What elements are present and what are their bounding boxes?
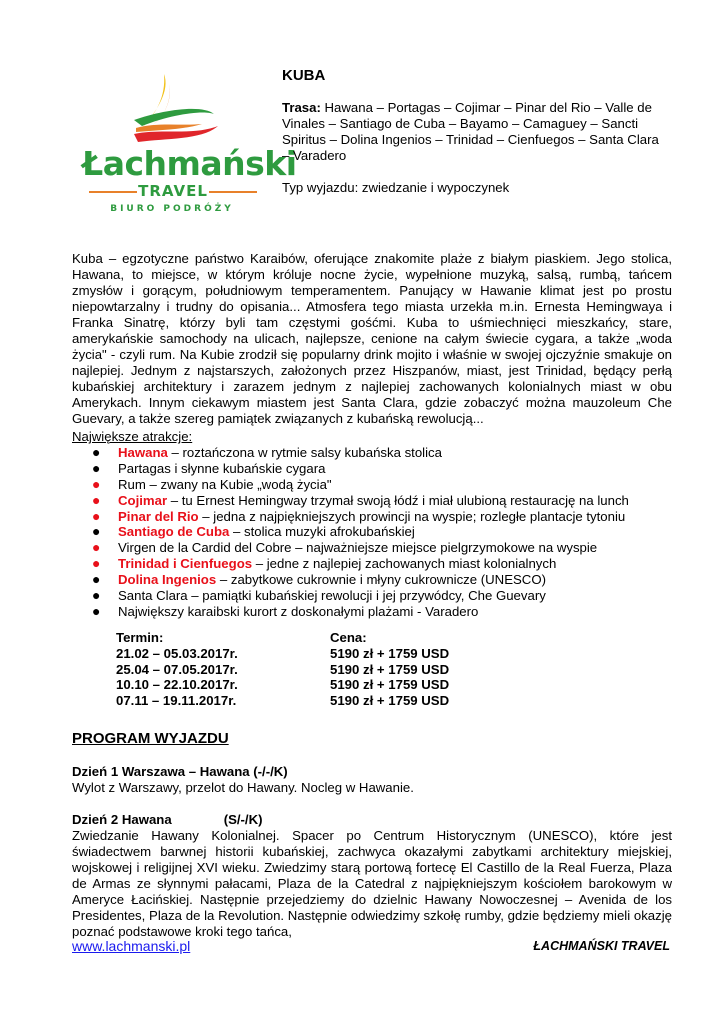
date-cell: 25.04 – 07.05.2017r. <box>116 661 238 677</box>
attraction-text: Virgen de la Cardid del Cobre – najważniejsze miejsce pielgrzymokowe na wyspie <box>118 540 598 556</box>
logo-subtitle: BIURO PODRÓŻY <box>110 204 234 214</box>
date-cell: 21.02 – 05.03.2017r. <box>116 645 238 661</box>
day-description: Wylot z Warszawy, przelot do Hawany. Nocleg w Hawanie. <box>72 780 414 795</box>
logo-divider-right <box>209 191 257 193</box>
day-description: Zwiedzanie Hawany Kolonialnej. Spacer po Centrum Historycznym (UNESCO), które jest świadectwem barwnej historii kubańskiej, zachwyca okazałymi zabytkami architektury miejskiej, wojskowej i religijnej XVI wieku. Zwiedzimy starą portową fortecę El Castillo de la Real Fuerza, Plaza de Armas ze słynnymi pałacami, Plaza de la Catedral z najpiękniejszym kościołem barokowym w Ameryce Łacińskiej. Następnie przejedziemy do dzielnic Hawany Nowoczesnej – Avenida de los Presidentes, Plaza de la Revolution. Następnie odwiedzimy szkołę rumby, gdzie będziemy mieli okazję poznać podstawowe kroki tego tańca, <box>72 828 672 939</box>
day-meals: (S/-/K) <box>223 812 263 827</box>
price-cell: 5190 zł + 1759 USD <box>330 645 450 661</box>
program-title: PROGRAM WYJAZDU <box>72 730 229 747</box>
program-section <box>72 731 672 956</box>
attraction-highlight: Hawana <box>118 444 168 460</box>
logo-travel-row <box>87 182 259 200</box>
price-cell: 5190 zł + 1759 USD <box>330 677 450 693</box>
day-title-text: Dzień 2 Hawana <box>72 812 172 827</box>
attraction-text: – jedna z najpiękniejszych prowincji na wyspie; rozległe plantacje tytoniu <box>198 508 626 524</box>
logo-travel-label: TRAVEL <box>138 182 208 200</box>
intro-paragraph: Kuba – egzotyczne państwo Karaibów, oferujące znakomite plaże z białym piaskiem. Jego stolica, Hawana, to miejsce, w którym króluje nocne życie, wypełnione muzyką, salsą, rumbą, tańcem zmysłów i gorącym, południowym temperamentem. Panujący w Hawanie klimat jest po prostu niepowtarzalny i trudny do opisania... Atmosfera tego miasta urzekła m.in. Ernesta Hemingwaya i Franka Sinatrę, którzy byli tam częstymi gośćmi. Kuba to uśmiechnięci mieszkańcy, stare, amerykańskie samochody na ulicach, najlepsze, cenione na całym świecie cygara, a także „woda życia" - czyli rum. Na Kubie zrodził się popularny drink mojito i właśnie w swojej ojczyźnie smakuje on najlepiej. Jednym z najstarszych, założonych przez Hiszpanów, miast, jest Trinidad, będący perłą kubańskiej architektury i zarazem jednym z najlepiej zachowanych kolonialnych miast w obu Amerykach. Innym ciekawym miastem jest Santa Clara, gdzie zobaczyć można mauzoleum Che Guevary, a także szereg pamiątek związanych z kubańską rewolucją... <box>72 251 672 426</box>
table-row <box>116 693 516 709</box>
attraction-text: Rum – zwany na Kubie „wodą życia" <box>118 476 332 492</box>
attraction-text: – jedne z najlepiej zachowanych miast kolonialnych <box>252 556 557 572</box>
attraction-highlight: Santiago de Cuba <box>118 524 230 540</box>
bullet-icon: ● <box>92 539 101 556</box>
bullet-icon: ● <box>92 587 101 604</box>
attraction-text: Santa Clara – pamiątki kubańskiej rewolucji i jej przywódcy, Che Guevary <box>118 588 546 604</box>
table-row <box>116 662 516 678</box>
list-item <box>72 588 672 604</box>
trip-type: Typ wyjazdu: zwiedzanie i wypoczynek <box>282 180 510 195</box>
route <box>282 100 667 164</box>
attraction-highlight: Cojimar <box>118 492 168 508</box>
list-item <box>72 445 672 461</box>
bullet-icon: ● <box>92 475 101 492</box>
day-entry <box>72 812 672 940</box>
website-link[interactable]: www.lachmanski.pl <box>72 938 191 954</box>
bullet-icon: ● <box>92 491 101 508</box>
list-item <box>72 524 672 540</box>
table-row <box>116 677 516 693</box>
bullet-icon: ● <box>92 459 101 476</box>
table-row <box>116 646 516 662</box>
attractions-label: Największe atrakcje: <box>72 429 193 444</box>
logo-wordmark: Łachmański <box>82 144 297 183</box>
list-item <box>72 604 672 620</box>
price-table-header <box>116 630 516 646</box>
attraction-text: – roztańczona w rytmie salsy kubańska stolica <box>167 444 442 460</box>
list-item <box>72 572 672 588</box>
attractions-list <box>72 445 672 620</box>
list-item <box>72 493 672 509</box>
attraction-text: – zabytkowe cukrownie i młyny cukrownicze (UNESCO) <box>216 572 546 588</box>
attraction-highlight: Trinidad i Cienfuegos <box>118 556 253 572</box>
attraction-highlight: Dolina Ingenios <box>118 572 217 588</box>
date-cell: 10.10 – 22.10.2017r. <box>116 677 238 693</box>
route-text: Hawana – Portagas – Cojimar – Pinar del Rio – Valle de Vinales – Santiago de Cuba – Bayamo – Camaguey – Sancti Spiritus – Dolina Ingenios – Trinidad – Cienfuegos – Santa Clara – Varadero <box>282 100 659 163</box>
bullet-icon: ● <box>92 523 101 540</box>
attraction-text: – stolica muzyki afrokubańskiej <box>229 524 415 540</box>
date-cell: 07.11 – 19.11.2017r. <box>116 693 237 709</box>
column-header-dates: Termin: <box>116 630 164 645</box>
price-cell: 5190 zł + 1759 USD <box>330 693 450 709</box>
list-item <box>72 540 672 556</box>
price-table <box>116 630 516 709</box>
list-item <box>72 461 672 477</box>
day-title <box>72 764 672 780</box>
company-logo <box>82 70 297 220</box>
day-title-text: Dzień 1 Warszawa – Hawana (-/-/K) <box>72 764 288 779</box>
attraction-text: Największy karaibski kurort z doskonałymi plażami - Varadero <box>118 603 479 619</box>
list-item <box>72 509 672 525</box>
footer-brand: ŁACHMAŃSKI TRAVEL <box>533 939 670 953</box>
trip-header <box>282 68 667 196</box>
attraction-highlight: Pinar del Rio <box>118 508 199 524</box>
bullet-icon: ● <box>92 507 101 524</box>
bullet-icon: ● <box>92 555 101 572</box>
list-item <box>72 556 672 572</box>
bullet-icon: ● <box>92 602 101 619</box>
page-title: KUBA <box>282 67 326 84</box>
day-entry <box>72 764 672 796</box>
bullet-icon: ● <box>92 571 101 588</box>
bullet-icon: ● <box>92 443 101 460</box>
attraction-text: Partagas i słynne kubańskie cygara <box>118 460 326 476</box>
day-title <box>72 812 672 828</box>
attractions-section <box>72 429 672 620</box>
sailboat-logo-icon <box>122 70 222 142</box>
price-cell: 5190 zł + 1759 USD <box>330 661 450 677</box>
route-label: Trasa: <box>282 100 321 115</box>
page-footer <box>72 938 672 956</box>
column-header-price: Cena: <box>330 630 367 645</box>
list-item <box>72 477 672 493</box>
attraction-text: – tu Ernest Hemingway trzymał swoją łódź i miał ulubioną restaurację na lunch <box>167 492 629 508</box>
